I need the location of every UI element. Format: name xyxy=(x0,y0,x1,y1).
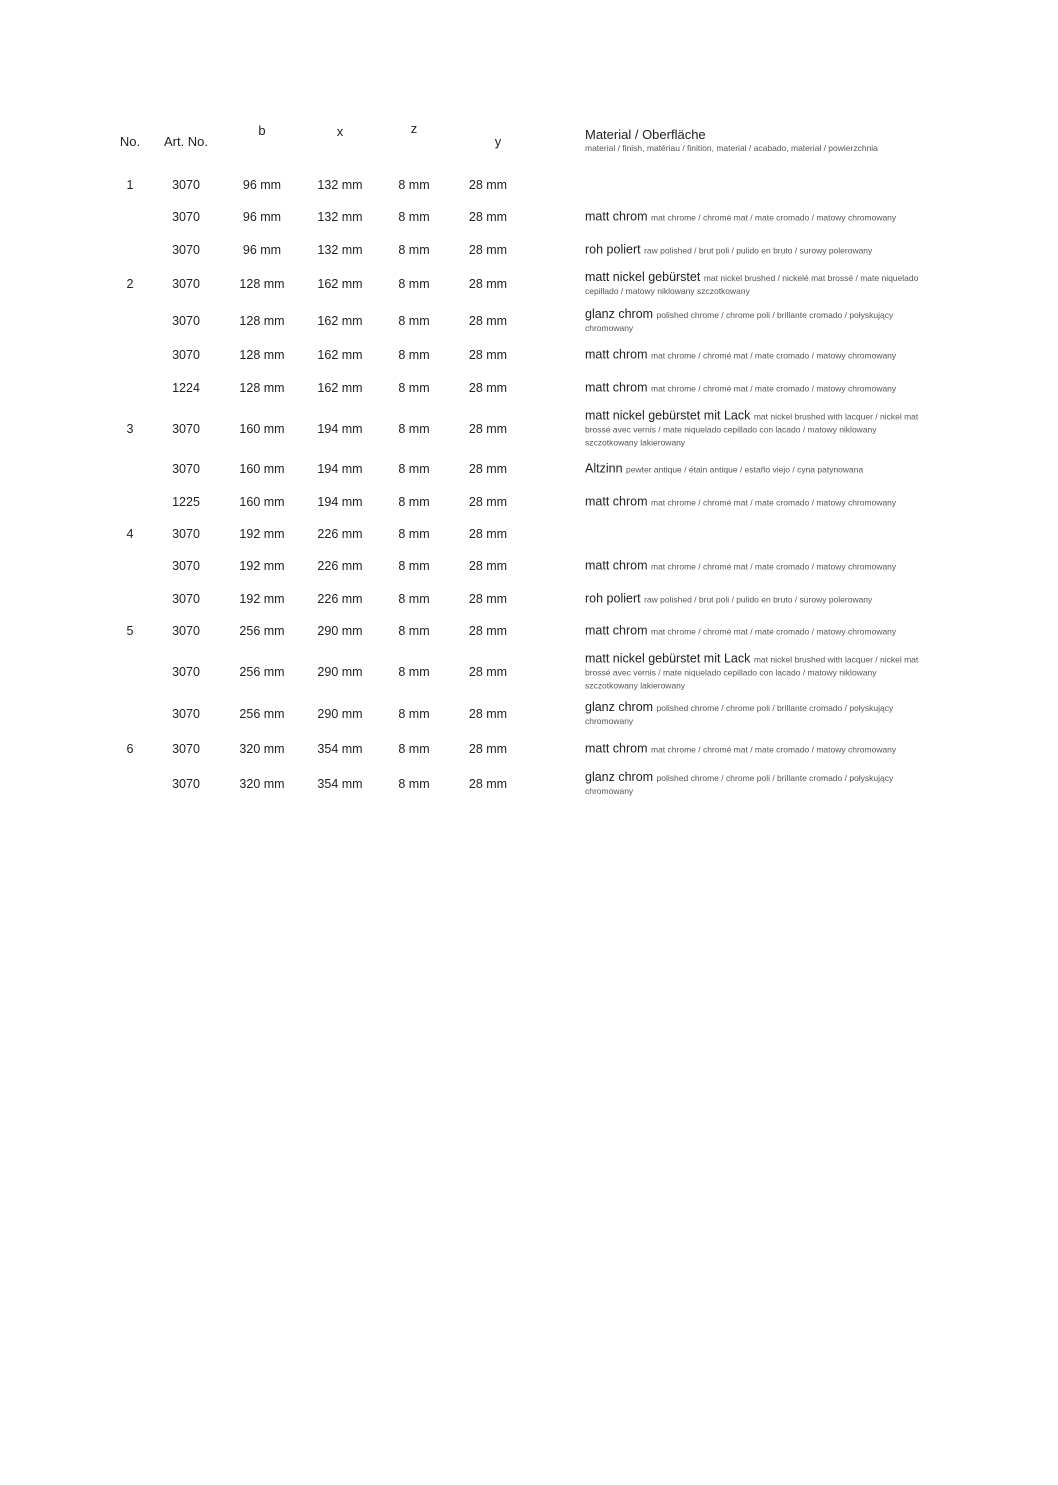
cell-art-no: 3070 xyxy=(172,314,200,328)
cell-no: 2 xyxy=(126,277,134,291)
cell-x: 290 mm xyxy=(317,665,363,679)
cell-y: 28 mm xyxy=(468,462,508,476)
cell-x: 162 mm xyxy=(317,314,363,328)
cell-material xyxy=(585,308,930,334)
cell-art-no: 3070 xyxy=(172,210,200,224)
cell-art-no: 3070 xyxy=(172,707,200,721)
material-name: matt chrom xyxy=(585,623,648,638)
material-name: glanz chrom xyxy=(585,770,654,784)
cell-material xyxy=(585,701,930,727)
material-translations: pewter antique / étain antique / estaño viejo / cyna patynowana xyxy=(626,464,864,475)
cell-z: 8 mm xyxy=(398,381,430,395)
cell-z: 8 mm xyxy=(398,495,430,509)
cell-art-no: 3070 xyxy=(172,592,200,606)
material-translations: mat nickel brushed with lacquer / nickel mat brossé avec vernis / mate niquelado cepillado con lacado / matowy niklowany szczotkowany lakierowany xyxy=(585,411,919,448)
material-name: roh poliert xyxy=(585,591,641,606)
cell-no: 3 xyxy=(126,422,134,436)
material-name: matt chrom xyxy=(585,380,648,395)
cell-material xyxy=(585,560,930,573)
cell-z: 8 mm xyxy=(398,178,430,192)
cell-z: 8 mm xyxy=(398,314,430,328)
cell-y: 28 mm xyxy=(468,243,508,257)
cell-b: 192 mm xyxy=(239,559,285,573)
cell-no: 1 xyxy=(126,178,134,192)
cell-art-no: 3070 xyxy=(172,777,200,791)
cell-b: 160 mm xyxy=(239,462,285,476)
cell-z: 8 mm xyxy=(398,243,430,257)
material-name: matt chrom xyxy=(585,347,648,362)
cell-b: 128 mm xyxy=(239,277,285,291)
cell-art-no: 3070 xyxy=(172,527,200,541)
material-name: matt nickel gebürstet xyxy=(585,270,701,284)
cell-z: 8 mm xyxy=(398,777,430,791)
cell-z: 8 mm xyxy=(398,707,430,721)
material-name: matt chrom xyxy=(585,558,648,573)
cell-no: 4 xyxy=(126,527,134,541)
material-translations: mat chrome / chromé mat / mate cromado / matowy chromowany xyxy=(651,497,897,508)
material-translations: mat chrome / chromé mat / mate cromado / matowy chromowany xyxy=(651,561,897,572)
material-name: matt nickel gebürstet mit Lack xyxy=(585,651,751,666)
cell-x: 132 mm xyxy=(317,178,363,192)
material-translations: mat chrome / chromé mat / mate cromado / matowy chromowany xyxy=(651,350,897,361)
cell-art-no: 3070 xyxy=(172,243,200,257)
header-material xyxy=(585,127,1025,153)
cell-art-no: 3070 xyxy=(172,624,200,638)
cell-art-no: 3070 xyxy=(172,742,200,756)
material-name: matt chrom xyxy=(585,494,648,509)
cell-x: 162 mm xyxy=(317,381,363,395)
cell-z: 8 mm xyxy=(398,462,430,476)
cell-material xyxy=(585,653,930,692)
cell-x: 132 mm xyxy=(317,243,363,257)
cell-b: 256 mm xyxy=(239,665,285,679)
cell-y: 28 mm xyxy=(468,348,508,362)
cell-b: 128 mm xyxy=(239,381,285,395)
cell-no: 6 xyxy=(126,742,134,756)
cell-material xyxy=(585,271,930,297)
cell-y: 28 mm xyxy=(468,314,508,328)
material-translations: polished chrome / chrome poli / brillante cromado / połyskujący chromowany xyxy=(585,703,894,726)
cell-x: 132 mm xyxy=(317,210,363,224)
material-name: glanz chrom xyxy=(585,700,654,714)
cell-z: 8 mm xyxy=(398,210,430,224)
cell-b: 320 mm xyxy=(239,742,285,756)
cell-y: 28 mm xyxy=(468,592,508,606)
cell-y: 28 mm xyxy=(468,559,508,573)
cell-y: 28 mm xyxy=(468,277,508,291)
cell-art-no: 3070 xyxy=(172,178,200,192)
cell-b: 96 mm xyxy=(242,210,282,224)
cell-art-no: 3070 xyxy=(172,665,200,679)
cell-b: 192 mm xyxy=(239,592,285,606)
cell-art-no: 3070 xyxy=(172,559,200,573)
cell-z: 8 mm xyxy=(398,422,430,436)
cell-material xyxy=(585,382,930,395)
header-material-subtitle: material / finish, matériau / finition, material / acabado, materiał / powierzchnia xyxy=(585,143,878,153)
cell-z: 8 mm xyxy=(398,742,430,756)
header-no: No. xyxy=(119,134,141,149)
cell-b: 96 mm xyxy=(242,178,282,192)
cell-y: 28 mm xyxy=(468,707,508,721)
cell-x: 162 mm xyxy=(317,348,363,362)
material-translations: mat nickel brushed / nickelé mat brossé / mate niquelado cepillado / matowy niklowany szczotkowany xyxy=(585,273,919,296)
material-translations: mat chrome / chromé mat / mate cromado / matowy chromowany xyxy=(651,212,897,223)
cell-x: 290 mm xyxy=(317,707,363,721)
cell-material xyxy=(585,211,930,224)
header-art-no: Art. No. xyxy=(163,134,209,149)
cell-material xyxy=(585,463,930,476)
cell-x: 226 mm xyxy=(317,592,363,606)
cell-z: 8 mm xyxy=(398,592,430,606)
cell-z: 8 mm xyxy=(398,624,430,638)
cell-material xyxy=(585,743,930,756)
cell-b: 256 mm xyxy=(239,707,285,721)
material-name: Altzinn xyxy=(585,461,623,476)
material-translations: mat chrome / chromé mat / mate cromado / matowy chromowany xyxy=(651,383,897,394)
cell-art-no: 3070 xyxy=(172,348,200,362)
material-translations: mat chrome / chromé mat / mate cromado / matowy chromowany xyxy=(651,744,897,755)
material-translations: polished chrome / chrome poli / brillante cromado / połyskujący chromowany xyxy=(585,310,894,333)
cell-y: 28 mm xyxy=(468,527,508,541)
cell-b: 128 mm xyxy=(239,348,285,362)
cell-x: 226 mm xyxy=(317,559,363,573)
material-name: glanz chrom xyxy=(585,307,654,321)
cell-z: 8 mm xyxy=(398,559,430,573)
cell-b: 256 mm xyxy=(239,624,285,638)
cell-art-no: 1225 xyxy=(172,495,200,509)
cell-b: 128 mm xyxy=(239,314,285,328)
cell-material xyxy=(585,244,930,257)
cell-z: 8 mm xyxy=(398,348,430,362)
material-translations: mat nickel brushed with lacquer / nickel mat brossé avec vernis / mate niquelado cepillado con lacado / matowy niklowany szczotkowany lakierowany xyxy=(585,654,919,691)
cell-material xyxy=(585,771,930,797)
cell-x: 194 mm xyxy=(317,462,363,476)
material-translations: mat chrome / chromé mat / mate cromado / matowy chromowany xyxy=(651,626,897,637)
material-name: matt chrom xyxy=(585,209,648,224)
cell-y: 28 mm xyxy=(468,742,508,756)
cell-art-no: 3070 xyxy=(172,277,200,291)
cell-art-no: 1224 xyxy=(172,381,200,395)
cell-b: 192 mm xyxy=(239,527,285,541)
cell-b: 160 mm xyxy=(239,495,285,509)
cell-x: 354 mm xyxy=(317,777,363,791)
cell-y: 28 mm xyxy=(468,624,508,638)
cell-y: 28 mm xyxy=(468,777,508,791)
cell-x: 290 mm xyxy=(317,624,363,638)
cell-b: 96 mm xyxy=(242,243,282,257)
header-material-title: Material / Oberfläche xyxy=(585,127,706,142)
cell-x: 226 mm xyxy=(317,527,363,541)
cell-no: 5 xyxy=(126,624,134,638)
material-name: matt chrom xyxy=(585,741,648,756)
material-translations: polished chrome / chrome poli / brillante cromado / połyskujący chromowany xyxy=(585,773,894,796)
cell-y: 28 mm xyxy=(468,178,508,192)
header-y: y xyxy=(494,134,502,149)
cell-y: 28 mm xyxy=(468,495,508,509)
cell-material xyxy=(585,625,930,638)
cell-y: 28 mm xyxy=(468,422,508,436)
cell-art-no: 3070 xyxy=(172,422,200,436)
cell-x: 194 mm xyxy=(317,422,363,436)
material-name: roh poliert xyxy=(585,242,641,257)
cell-material xyxy=(585,593,930,606)
cell-y: 28 mm xyxy=(468,665,508,679)
cell-z: 8 mm xyxy=(398,665,430,679)
cell-material xyxy=(585,496,930,509)
cell-art-no: 3070 xyxy=(172,462,200,476)
material-name: matt nickel gebürstet mit Lack xyxy=(585,408,751,423)
header-b: b xyxy=(258,123,266,138)
cell-y: 28 mm xyxy=(468,210,508,224)
cell-b: 320 mm xyxy=(239,777,285,791)
material-translations: raw polished / brut poli / pulido en bruto / surowy polerowany xyxy=(644,594,873,605)
cell-material xyxy=(585,349,930,362)
header-x: x xyxy=(336,124,344,139)
cell-z: 8 mm xyxy=(398,277,430,291)
cell-y: 28 mm xyxy=(468,381,508,395)
cell-x: 194 mm xyxy=(317,495,363,509)
cell-x: 162 mm xyxy=(317,277,363,291)
cell-z: 8 mm xyxy=(398,527,430,541)
header-z: z xyxy=(410,121,418,136)
cell-b: 160 mm xyxy=(239,422,285,436)
cell-x: 354 mm xyxy=(317,742,363,756)
material-translations: raw polished / brut poli / pulido en bruto / surowy polerowany xyxy=(644,245,873,256)
cell-material xyxy=(585,410,930,449)
